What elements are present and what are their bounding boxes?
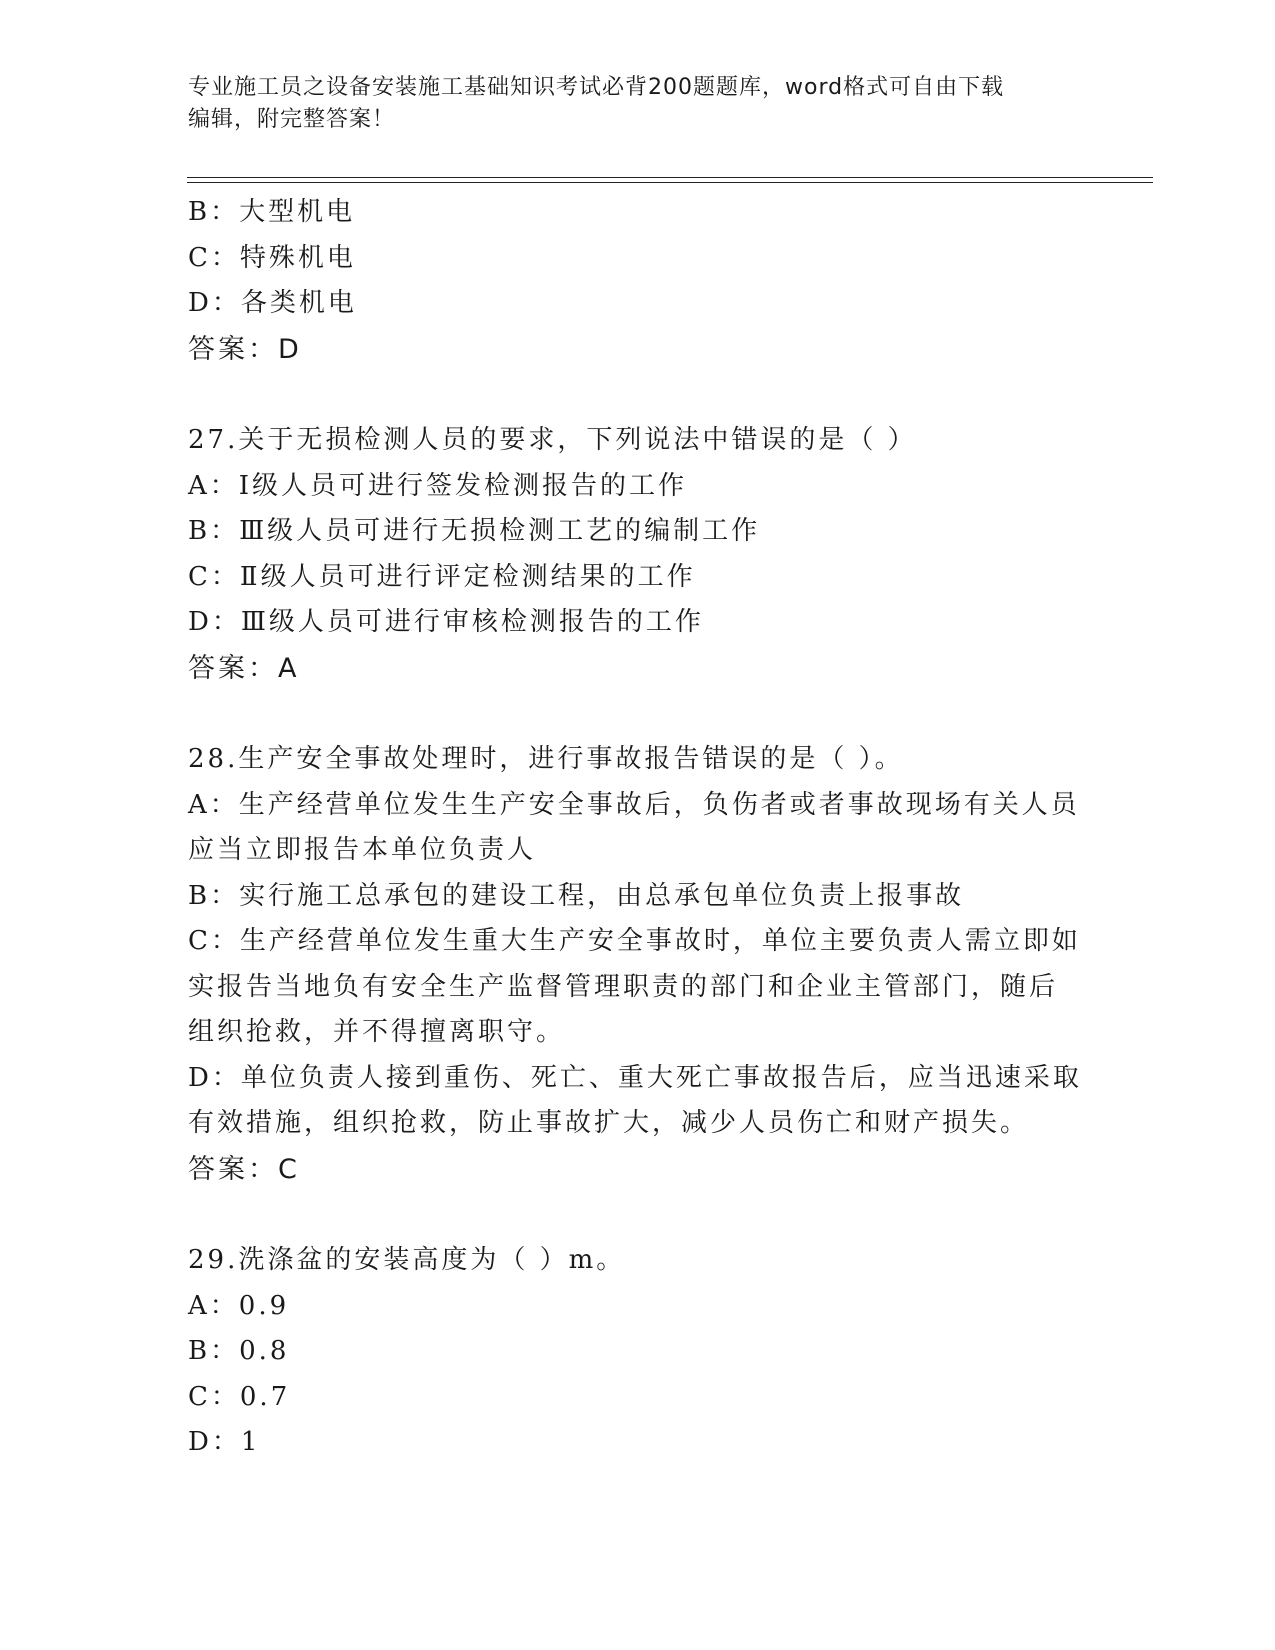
option-c-continued: 实报告当地负有安全生产监督管理职责的部门和企业主管部门，随后 [188,971,1059,1002]
option-c: C：生产经营单位发生重大生产安全事故时，单位主要负责人需立即如 [188,926,1081,956]
option-a-continued: 应当立即报告本单位负责人 [188,835,537,865]
option-d: D：1 [188,1427,261,1457]
option-b: B：0.8 [188,1336,290,1366]
option-d: D：Ⅲ级人员可进行审核检测报告的工作 [188,607,704,637]
answer: 答案：D [188,333,302,365]
spacer [188,691,1088,737]
header-divider-bottom [187,182,1153,183]
question-27 [188,418,1088,691]
header-title-line-2: 编辑，附完整答案！ [188,107,396,132]
option-a: A：Ⅰ级人员可进行签发检测报告的工作 [188,470,688,501]
spacer [188,372,1088,418]
option-c: C：Ⅱ级人员可进行评定检测结果的工作 [188,561,696,592]
question-stem: 27.关于无损检测人员的要求，下列说法中错误的是（ ） [188,425,917,455]
option-c: C：特殊机电 [188,242,356,273]
option-a: A：生产经营单位发生生产安全事故后，负伤者或者事故现场有关人员 [188,789,1080,820]
document-header [188,72,1088,136]
option-d: D：各类机电 [188,288,357,318]
option-d: D：单位负责人接到重伤、死亡、重大死亡事故报告后，应当迅速采取 [188,1062,1082,1093]
question-stem: 29.洗涤盆的安装高度为（ ）m。 [188,1245,626,1275]
option-b: B：大型机电 [188,197,356,227]
header-divider-top [187,177,1153,178]
question-29 [188,1238,1088,1466]
answer: 答案：A [188,652,300,684]
question-list [188,190,1088,1466]
option-d-continued: 有效措施，组织抢救，防止事故扩大，减少人员伤亡和财产损失。 [188,1108,1030,1138]
question-stem: 28.生产安全事故处理时，进行事故报告错误的是（ ）。 [188,744,904,774]
header-title-line-1: 专业施工员之设备安装施工基础知识考试必背200题题库，word格式可自由下载 [188,75,1005,100]
option-b: B：实行施工总承包的建设工程，由总承包单位负责上报事故 [188,880,965,911]
spacer [188,1192,1088,1238]
answer: 答案：C [188,1153,300,1185]
option-c: C：0.7 [188,1381,291,1412]
question-28 [188,737,1088,1192]
question-26-tail [188,190,1088,372]
option-b: B：Ⅲ级人员可进行无损检测工艺的编制工作 [188,516,761,546]
option-a: A：0.9 [188,1290,290,1321]
option-c-continued: 组织抢救，并不得擅离职守。 [188,1017,566,1047]
